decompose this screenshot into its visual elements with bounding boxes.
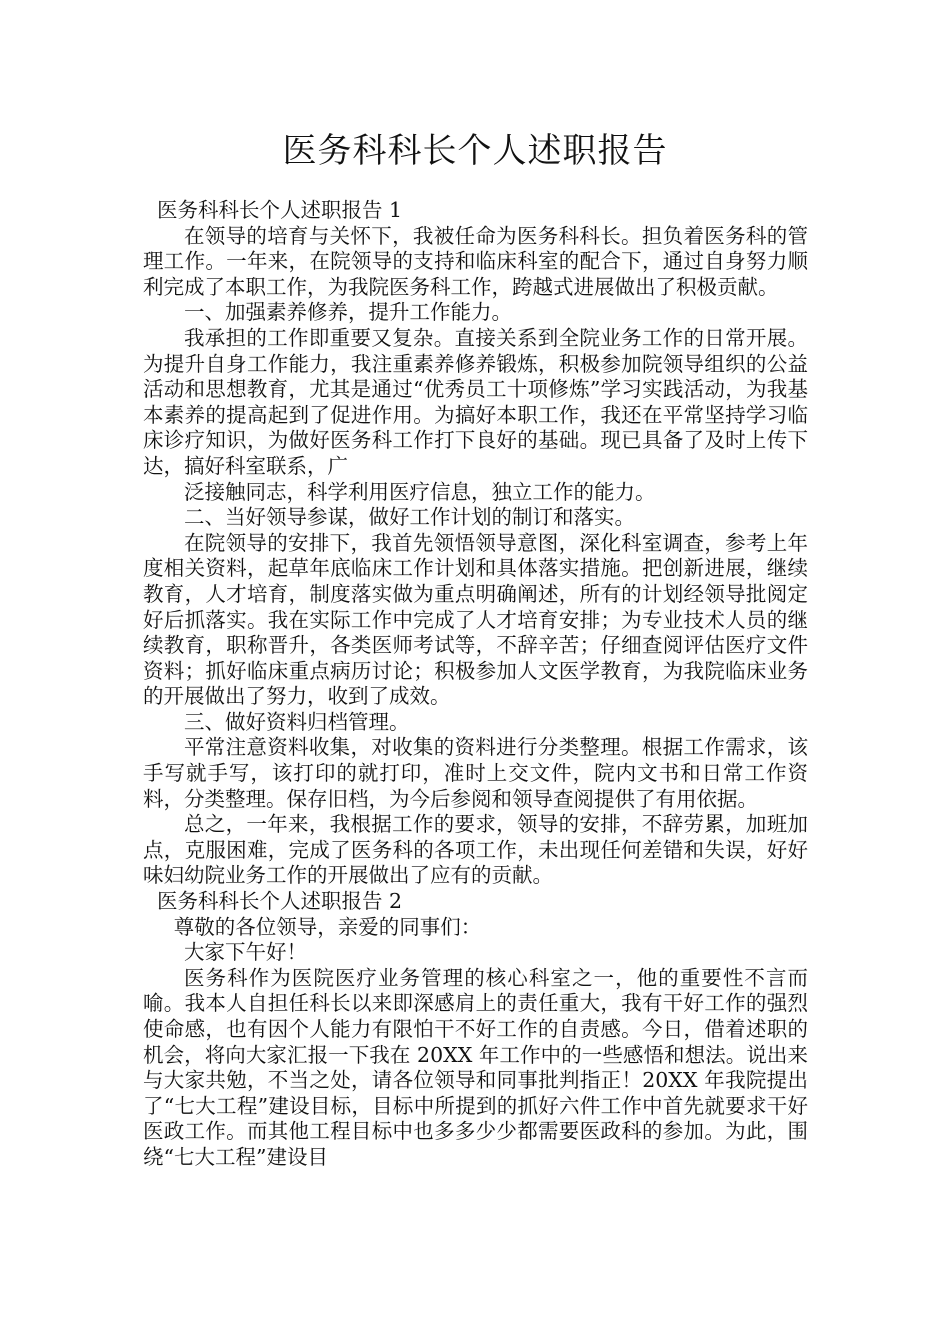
section-heading: 医务科科长个人述职报告 1 — [157, 198, 403, 222]
document-title: 医务科科长个人述职报告 — [282, 131, 668, 171]
section-heading: 医务科科长个人述职报告 2 — [157, 889, 403, 914]
paragraph: 在领导的培育与关怀下，我被任命为医务科科长。担负着医务科的管理工作。一年来，在院领导的支持和临床科室的配合下，通过自身努力顺利完成了本职工作，为我院医务科工作，跨越式进展做出了积极贡献。 — [143, 223, 808, 299]
subheading: 三、做好资料归档管理。 — [184, 709, 410, 734]
greeting: 大家下午好！ — [184, 940, 307, 965]
paragraph: 我承担的工作即重要又复杂。直接关系到全院业务工作的日常开展。为提升自身工作能力，我注重素养修养锻炼，积极参加院领导组织的公益活动和思想教育，尤其是通过“优秀员工十项修炼”学习实践活动，为我基本素养的提高起到了促进作用。为搞好本职工作，我还在平常坚持学习临床诊疗知识，为做好医务科工作打下良好的基础。现已具备了及时上传下达，搞好科室联系，广 — [143, 325, 808, 478]
paragraph: 泛接触同志，科学利用医疗信息，独立工作的能力。 — [184, 479, 656, 504]
subheading: 二、当好领导参谋，做好工作计划的制订和落实。 — [184, 505, 635, 530]
salutation: 尊敬的各位领导，亲爱的同事们： — [173, 914, 482, 939]
paragraph: 总之，一年来，我根据工作的要求，领导的安排，不辞劳累，加班加点，克服困难，完成了医务科的各项工作，未出现任何差错和失误，好好味妇幼院业务工作的开展做出了应有的贡献。 — [143, 812, 808, 888]
paragraph: 医务科作为医院医疗业务管理的核心科室之一，他的重要性不言而喻。我本人自担任科长以来即深感肩上的责任重大，我有干好工作的强烈使命感，也有因个人能力有限怕干不好工作的自责感。今日，借着述职的机会，将向大家汇报一下我在 20XX 年工作中的一些感悟和想法。说出来与大家共勉，不当之处，请各位领导和同事批判指正！20XX 年我院提出了“七大工程”建设目标，目标中所提到的抓好六件工作中首先就要求干好医政工作。而其他工程目标中也多多少少都需要医政科的参加。为此，围绕“七大工程”建设目 — [143, 965, 808, 1169]
subheading: 一、加强素养修养，提升工作能力。 — [184, 300, 512, 325]
paragraph: 在院领导的安排下，我首先领悟领导意图，深化科室调查，参考上年度相关资料，起草年底临床工作计划和具体落实措施。把创新进展，继续教育，人才培育，制度落实做为重点明确阐述，所有的计划经领导批阅定好后抓落实。我在实际工作中完成了人才培育安排；为专业技术人员的继续教育，职称晋升，各类医师考试等，不辞辛苦；仔细查阅评估医疗文件资料；抓好临床重点病历讨论；积极参加人文医学教育，为我院临床业务的开展做出了努力，收到了成效。 — [143, 530, 808, 709]
document-body — [143, 198, 808, 1171]
paragraph: 平常注意资料收集，对收集的资料进行分类整理。根据工作需求，该手写就手写，该打印的就打印，准时上交文件，院内文书和日常工作资料，分类整理。保存旧档，为今后参阅和领导查阅提供了有用依据。 — [143, 735, 808, 811]
